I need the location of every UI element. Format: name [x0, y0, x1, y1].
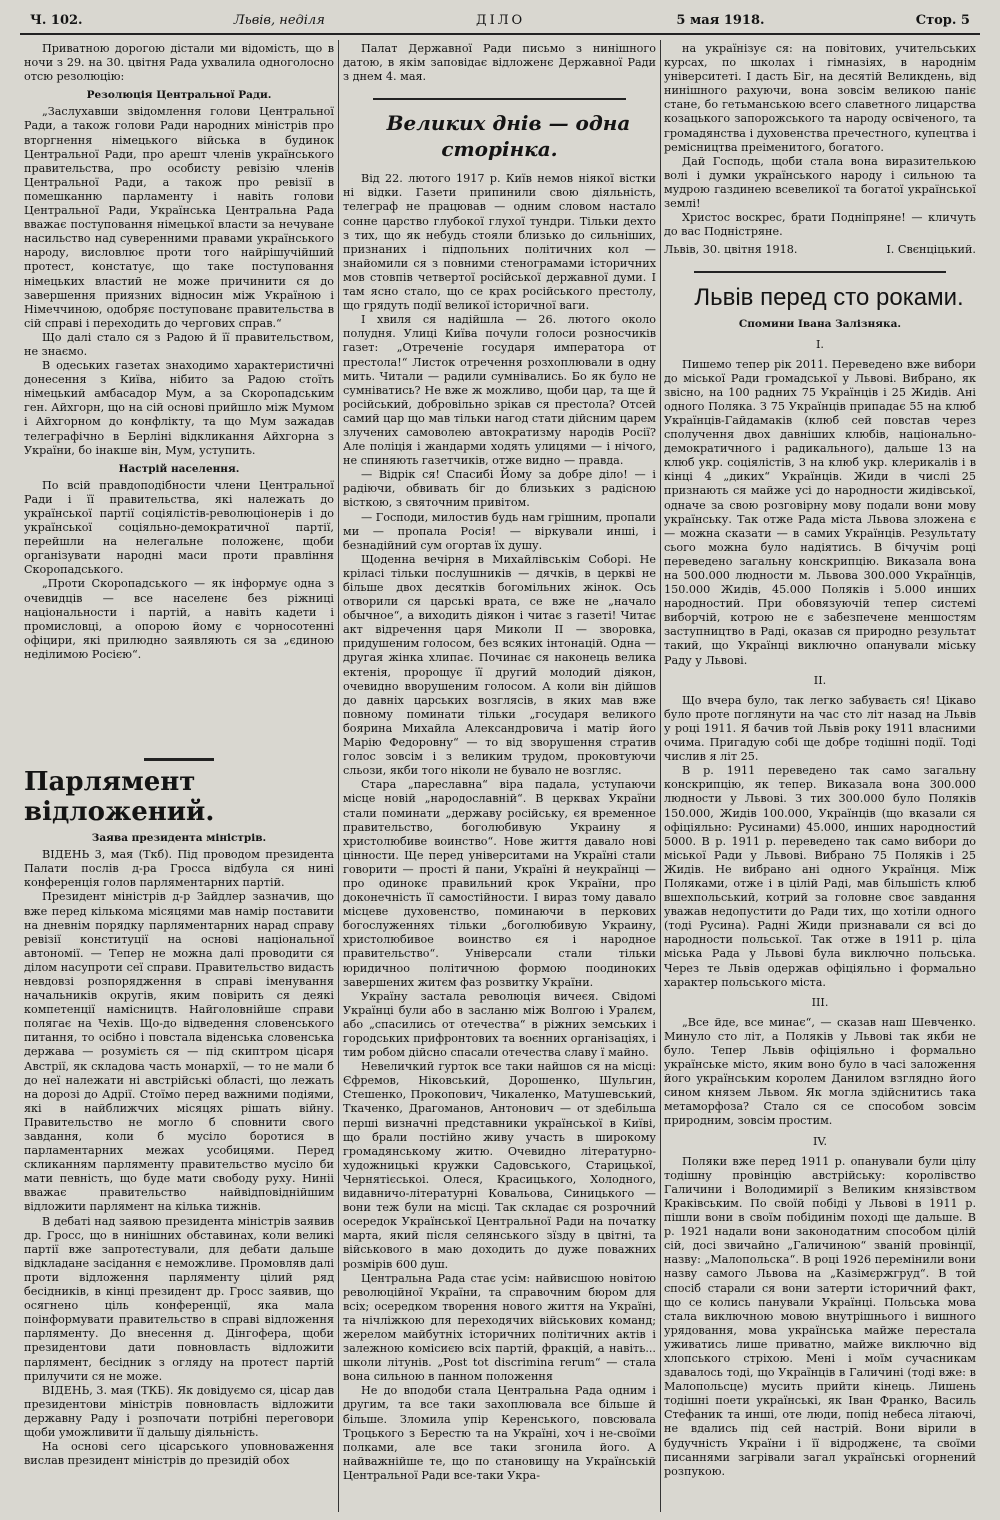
- column-3: [664, 42, 976, 1512]
- paragraph: — Господи, милостив будь нам грішним, пропали ми — пропала Росія! — віркували инші, і безнадійний сум огортав їх душу.: [343, 510, 656, 552]
- column-2: [343, 42, 656, 1512]
- paragraph: В одеських газетах знаходимо характеристичні донесення з Київа, нібито за Радою стоїть німецький амбасадор Мум, а за Скоропадським ген. Айхгорн, що на сій основі прийшло між Мумом і Айхгорном до конфлікту, та що Мум зажадав телеграфічно в Берліні відкликання Айхгорна з України, бо інакше він, Мум, уступить.: [24, 359, 334, 457]
- paragraph: ВІДЕНЬ 3, мая (Ткб). Під проводом президента Палати послів д-ра Гросса відбула ся нині конференція голов парляментарних партій.: [24, 848, 334, 890]
- section-divider: [694, 271, 946, 273]
- paragraph: „Все йде, все минає“, — сказав наш Шевченко. Минуло сто літ, а Поляків у Львові так якби не було. Тепер Львів офіціяльно і формально українське місто, яким воно було в часі заложення його українським королем Данилом взглядно його сином князем Львом. Як могла здійснитись така метаморфоза? Стало ся се способом зовсім природним, зовсім простим.: [664, 1015, 976, 1128]
- paragraph: В р. 1911 переведено так само загальну конскрипцію, як тепер. Виказала вона 300.000 людности у Львові. З тих 300.000 було Поляків 150.000, Жидів 100.000, Українців (що вказали ся офіціяльно: Русинами) 45.000, инших народностий 5000. В р. 1911 р. переведено так само вибори до міської Ради у Львові. Вибрано 75 Поляків і 25 Жидів. Не вибрано ані одного Українця. Між Поляками, отже і в цілій Раді, мав більшість клюб вшехпольський, котрий за головне своє завдання уважав недопустити до Ради тих, що хотіли одного (тоді Русина). Радні Жиди признавали ся всі до народности польської. Так отже в 1911 р. ціла міська Рада у Львові була виключно польська. Через те Львів одержав офіціяльно і формально характер польського міста.: [664, 764, 976, 989]
- paragraph: Від 22. лютого 1917 р. Київ немов ніякої вістки ні відки. Газети припинили свою діяльність, телеграф не працював — одним словом настало сонне царство глубокої глухої тундри. Тільки дехто з тих, що як небудь стояли близько до сильніших, признаних і підпольних політичних кол — знайомили ся з повними стенограмами історичних мов стовпів четвертої російської державної думи. І там ясно стало, що се крах російського престолу, що грядуть події великої історичної ваги.: [343, 172, 656, 313]
- signature-place: Львів, 30. цвітня 1918.: [664, 243, 798, 257]
- paragraph: Що далі стало ся з Радою й її правительством, не знаємо.: [24, 330, 334, 358]
- section-number: II.: [813, 673, 827, 687]
- article-subtitle: Заява президента міністрів.: [91, 832, 267, 845]
- paragraph: Україну застала революція вичеєя. Свідомі Українці були або в засланю між Волгою і Уралєм, або „спасились от отечества“ в ріжних земських і городських прифронтових та воєнних організаціях, і тим робом дійсно спасали отечества славу ї майно.: [343, 989, 656, 1060]
- continued-paragraph: на українізує ся: на повітових, учительських курсах, по школах і гімназіях, в народнім університеті. І дасть Біг, на десятій Великдень, від нинішного рахуючи, вона зовсім великою паніє стане, бо гетьманською всего славетного лицарства козацького запорожського та народу освіченого, та громадянства і духовенства пречестного, купецтва і ремісництва преіменитого, богатого.: [664, 42, 976, 154]
- section-number: III.: [811, 995, 829, 1009]
- paragraph: Пишемо тепер рік 2011. Переведено вже вибори до міської Ради громадської у Львові. Вибрано, як звісно, на 100 радних 75 Українців і 25 Жидів. Ані одного Поляка. З 75 Українців припадає 55 на клюб Українців-Гайдамаків (клюб сей повстав через сполучення двох давніших клюбів, національно-демократичного і радикального), дальше 13 на клюб укр. соціялістів, 3 на клюб укр. клерикалів і в кінці 4 „диких“ Українців. Жиди в числі 25 признають ся майже усі до народности жидівської, одначе за свою розговірну мову подали вони мову українську. Так отже Рада міста Львова зложена є — можна сказати — в самих Українців. Результату сього можна було надіятись. В бічучім році переведено загальну конскрипцію. Виказала вона на 500.000 людности м. Львова 300.000 Українців, 150.000 Жидів, 45.000 Поляків і 5.000 инших народностий. При обовязуючій тепер системі виборчій, котрою не є забезпечене меншостям заступництво в Раді, оказав ся природно результат такий, що Українці виключно опанували міську Раду у Львові.: [664, 357, 976, 667]
- paragraph: Не до вподоби стала Центральна Рада одним і другим, та все таки захоплювала все більше й більше. Зломила упір Керенського, повсювала Троцького з Берестю та на Україні, хоч і не-своїми полками, але все таки згонила його. А найважнійше те, що по становищу на Українській Центральної Ради все-таки Укра-: [343, 1384, 656, 1482]
- intro-paragraph: Приватною дорогою дістали ми відомість, що в ночи з 29. на 30. цвітня Рада ухвалила одноголосно отсю резолюцію:: [24, 42, 334, 84]
- paragraph: „Проти Скоропадського — як інформує одна з очевидців — все населенє без ріжниці національности і партій, а навіть кадети і промисловці, а опорою йому є чорносотенні офіцири, які прилюдно заявляють ся за „єдиною неділимою Росією“.: [24, 577, 334, 661]
- paragraph: В дебаті над заявою президента міністрів заявив др. Гросс, що в нинішних обставинах, коли великі партії вже запротестували, для дебати дальше відкладане засідання є неможливе. Промовляв далі проти відложення парляменту цілий ряд бесідників, в кінці президент др. Гросс заявив, що осягнено ціль конференції, яка мала поінформувати правительство в справі відложення парляменту. До внесення д. Дінгофера, щоби президентови дати повновласть відложити парлямент, бесідник з огляду на протест партій прилучити ся не може.: [24, 1214, 334, 1383]
- place-day: Львів, неділя: [233, 12, 325, 28]
- paragraph: Поляки вже перед 1911 р. опанували були цілу тодішну провінцію австрійську: королівство Галичини і Володимирії з Великим князівством Краківським. По своїй побіді у Львові в 1911 р. пішли вони в своїм побідинім поході ще дальше. В р. 1921 надали вони законодатним способом цілій сій, досі звичайно „Галичиною“ званій провінції, назву: „Малопольска“. В році 1926 перемінили вони назву самого Львова на „Казімєржгруд“. В той спосіб старали ся вони затерти історичний факт, що се колись панували Українці. Польська мова стала виключною мовою внутрішнього і вишного урядовання, мова українська майже перестала уживатись лише приватно, майже виключно від хлопського стріхою. Мені і моїм сучасникам здавалось тоді, що Українців в Галичині (тоді вже: в Малопольсце) мусить прийти кінець. Лишень тодішні поети українські, як Іван Франко, Василь Стефаник та инші, оте люди, попід небеса літаючі, не вдались під сей настрій. Вони вірили в будучність України і її відродженє, та своїми писаннями загрівали загал українські огорнений розпукою.: [664, 1154, 976, 1478]
- paragraph: Що вчера було, так легко забуваєть ся! Цікаво було проте поглянути на час сто літ назад на Львів у році 1911. Я бачив той Львів року 1911 власними очима. Пригадую собі ще добре тодішні події. Тоді числив я літ 25.: [664, 693, 976, 764]
- header-rule: [20, 33, 980, 35]
- column-rule: [338, 40, 339, 1512]
- column-1: [24, 42, 334, 1512]
- paragraph: Стара „пареславна“ віра падала, уступаючи місце новій „народославній“. В церквах України стали поминати „державу російську, єя временное правительство, боголюбивую Украину я христолюбиве воинство“. Нове життя давало нові цінности. Ще перед університами на Україні стали говорити — прості й пани, Україні й неукраїнці — про одинокє правильний крок України, про доконечність її самостійности. І вираз тому давало місцеве духовенство, поминаючи в перкових богослуженнях тільки „боголюбивую Украину, христолюбивое воинство єя і народное правительство“. Універсали стали тільки юридичноо політичною формою поодиноких завершених житєм фаз розвитку України.: [343, 778, 656, 989]
- resolution-title: Резолюція Центральної Ради.: [86, 89, 272, 102]
- paragraph: Президент міністрів д-р Зайдлер зазначив, що вже перед кількома місяцями мав намір поставити на дневнім порядку парляментарних нарад справу ревізії конституції на основі національної автономії. — Тепер не можна далі проводити ся ділом насупроти сеї справи. Правительство видасть невдовзі розпорядження в справі іменування начальників округів, яким повірить ся деякі компетенції намісництв. Найголовнійше справи полягає на Чехів. Що-до відведення словенського питання, то осібно і повстала віденська словенська держава — розумієть ся — під скиптром цісаря Австрії, як складова часть монархії, — то не мали б до неї належати ні австрійські області, що лежать на дорозі до Адрії. Стоїмо перед важними подіями, які в найближчих місяцях рішать війну. Правительство не могло б сповнити свого завдання, коли б мусіло боротися в парламентарних межах усобицями. Перед скликанням парляменту правительство мусіло би мати певність, що буде мати свободу руху. Ниніі вважає правительство найвідповіднійшим відложити парлямент на кілька тижнів.: [24, 890, 334, 1214]
- paragraph: Невеличкий гурток все таки найшов ся на місці: Єфремов, Ніковський, Дорошенко, Шульгин, Стешенко, Прокопович, Чикаленко, Матушевський, Ткаченко, Драгоманов, Антонович — от здебільша перші визначні представники української в Київі, що брали постійно живу участь в широкому громадянському житю. Очевидно літературно-художницькі кружки Садовського, Старицької, Чернятієськоі. Олеся, Красицького, Холодного, видавничо-літературні Ковальова, Синицького — вони теж були на місці. Так складає ся розрочний осередок Української Центральної Ради на початку марта, який після селянського зїзду в цвітні, та військового в маю доходить до дуже поважних розмірів 600 душ.: [343, 1060, 656, 1271]
- page-number: Стор. 5: [915, 12, 970, 28]
- resolution-text: „Заслухавши звідомлення голови Центральної Ради, а також голови Ради народних міністрів про вторгнення німецького війська в будинок Центральної Ради, про арешт членів українського правительства, про особисту ревізію членів Центральної Ради, а також про ревізії в помешканню парламенту і навіть голови Центральної Ради, Українська Центральна Рада вважає поступовання німецької власти за нечуване насильство над суверенними правами українського народу, висловлює проти того найрішучійший протест, констатує, що таке поступовання німецьких властий не може причинити ся до завершення приязних відносин між Україною і Німеччиною, одобряє поступованє правительства в сій справі і переходить до чергових справ.“: [24, 105, 334, 330]
- section-number: IV.: [812, 1134, 828, 1148]
- paragraph: Центральна Рада стає усім: найвисшою новітою революційної України, та справочним бюром для всіх; осередком творення нового життя на Україні, та нічліжкою для переходячих військових команд; жерелом майбутніх історичних політичних актів і залежною комісиєю всіх партій, фракцій, а навіть... школи літунів. „Post tot discrimina rerum“ — стала вона сильною в панном положення: [343, 1271, 656, 1384]
- column-rule: [660, 40, 661, 1512]
- article-headline: Великих днів — одна сторінка.: [386, 111, 631, 162]
- issue-number: Ч. 102.: [30, 12, 83, 28]
- section-divider: [144, 758, 214, 761]
- paragraph: І хвиля ся надійшла — 26. лютого около полудня. Улиці Київа почули голоси розносчиків газет: „Отреченіе государя императора от престола!“ Листок отречення розхоплювали в одну мить. Читали — радили сумнівались. Бо як було не сумніватись? Не вже ж можливо, щоби цар, та ще й російський, добровільно зрікав ся престола? Отсей самий цар що мав тільки нагод стати дійсним царем злучених самоволею автократизму народів Росії? Але поліція і жандарми ходять улицями — і нічого, не спиняють газетчиків, отже видно — правда.: [343, 313, 656, 468]
- paragraph: ВІДЕНЬ, 3. мая (ТКБ). Як довідуємо ся, цісар дав президентови міністрів повновласть відложити державну Раду і розпочати потрібні переговори щоби уможливити її дальшу діяльність.: [24, 1383, 334, 1439]
- section-number: I.: [816, 337, 824, 351]
- article-headline: Львів перед сто роками.: [694, 284, 964, 312]
- paragraph: Щоденна вечірня в Михайлівськім Соборі. Не кріласі тільки послушників — дячків, в церкві не більше двох десятків богомільних жінок. Ось отворили ся царські врата, се вже не „начало обычное“, а виходить діякон і читає з газеті! Читає акт відречення царя Миколи II — зворовка, придушеним голосом, без всяких інтонацій. Одна — другая жінка хлипає. Починає ся наконець велика ектенія, пророщує її другий молодий діякон, очевидно вворушеним голосом. А коли він дійшов до давніх царських возглясів, в яких мав вже повному поминати тільки „государя великого боярина Михайла Александровича і матір його Марію Федоровну“ — то від зворушення стратив голос зовсім і з великим трудом, проковтуючи сльози, якби того ніколи не бувало не возгляс.: [343, 552, 656, 778]
- continued-paragraph: Палат Державної Ради письмо з нинішного датою, в якім заповідає відложенє Державної Ради з днем 4. мая.: [343, 42, 656, 84]
- masthead: [30, 10, 970, 30]
- paragraph: По всій правдоподібности члени Центральної Ради і її правительства, які належать до української партії соціялістів-революціонерів і до української соціяльно-демократичної партії, перейшли на нелегальне положенє, щоби організувати народні маси проти правління Скоропадського.: [24, 478, 334, 577]
- paragraph: Христос воскрес, брати Подніпряне! — кличуть до вас Подністряне.: [664, 211, 976, 239]
- mood-title: Настрій населення.: [118, 462, 240, 475]
- paragraph: На основі сего цісарського уповноваження вислав президент міністрів до президій обох: [24, 1440, 334, 1468]
- section-divider: [373, 98, 626, 100]
- signature-name: І. Свєнціцький.: [886, 243, 976, 257]
- article-subtitle: Спомини Івана Залізняка.: [738, 318, 902, 331]
- article-headline: Парлямент відложений.: [24, 767, 215, 828]
- paragraph: — Відрік ся! Спасибі Йому за добре діло! — і радіючи, обвивать біг до близьких з радісною вісткою, з святочним привітом.: [343, 468, 656, 510]
- signature-line: [664, 243, 976, 257]
- issue-date: 5 мая 1918.: [676, 12, 765, 28]
- paper-title: ДІЛО: [476, 12, 526, 28]
- paragraph: Дай Господь, щоби стала вона виразителькою волі і думки українського народу і сильною та мудрою газдинею всевеликої та богатої української землі!: [664, 154, 976, 211]
